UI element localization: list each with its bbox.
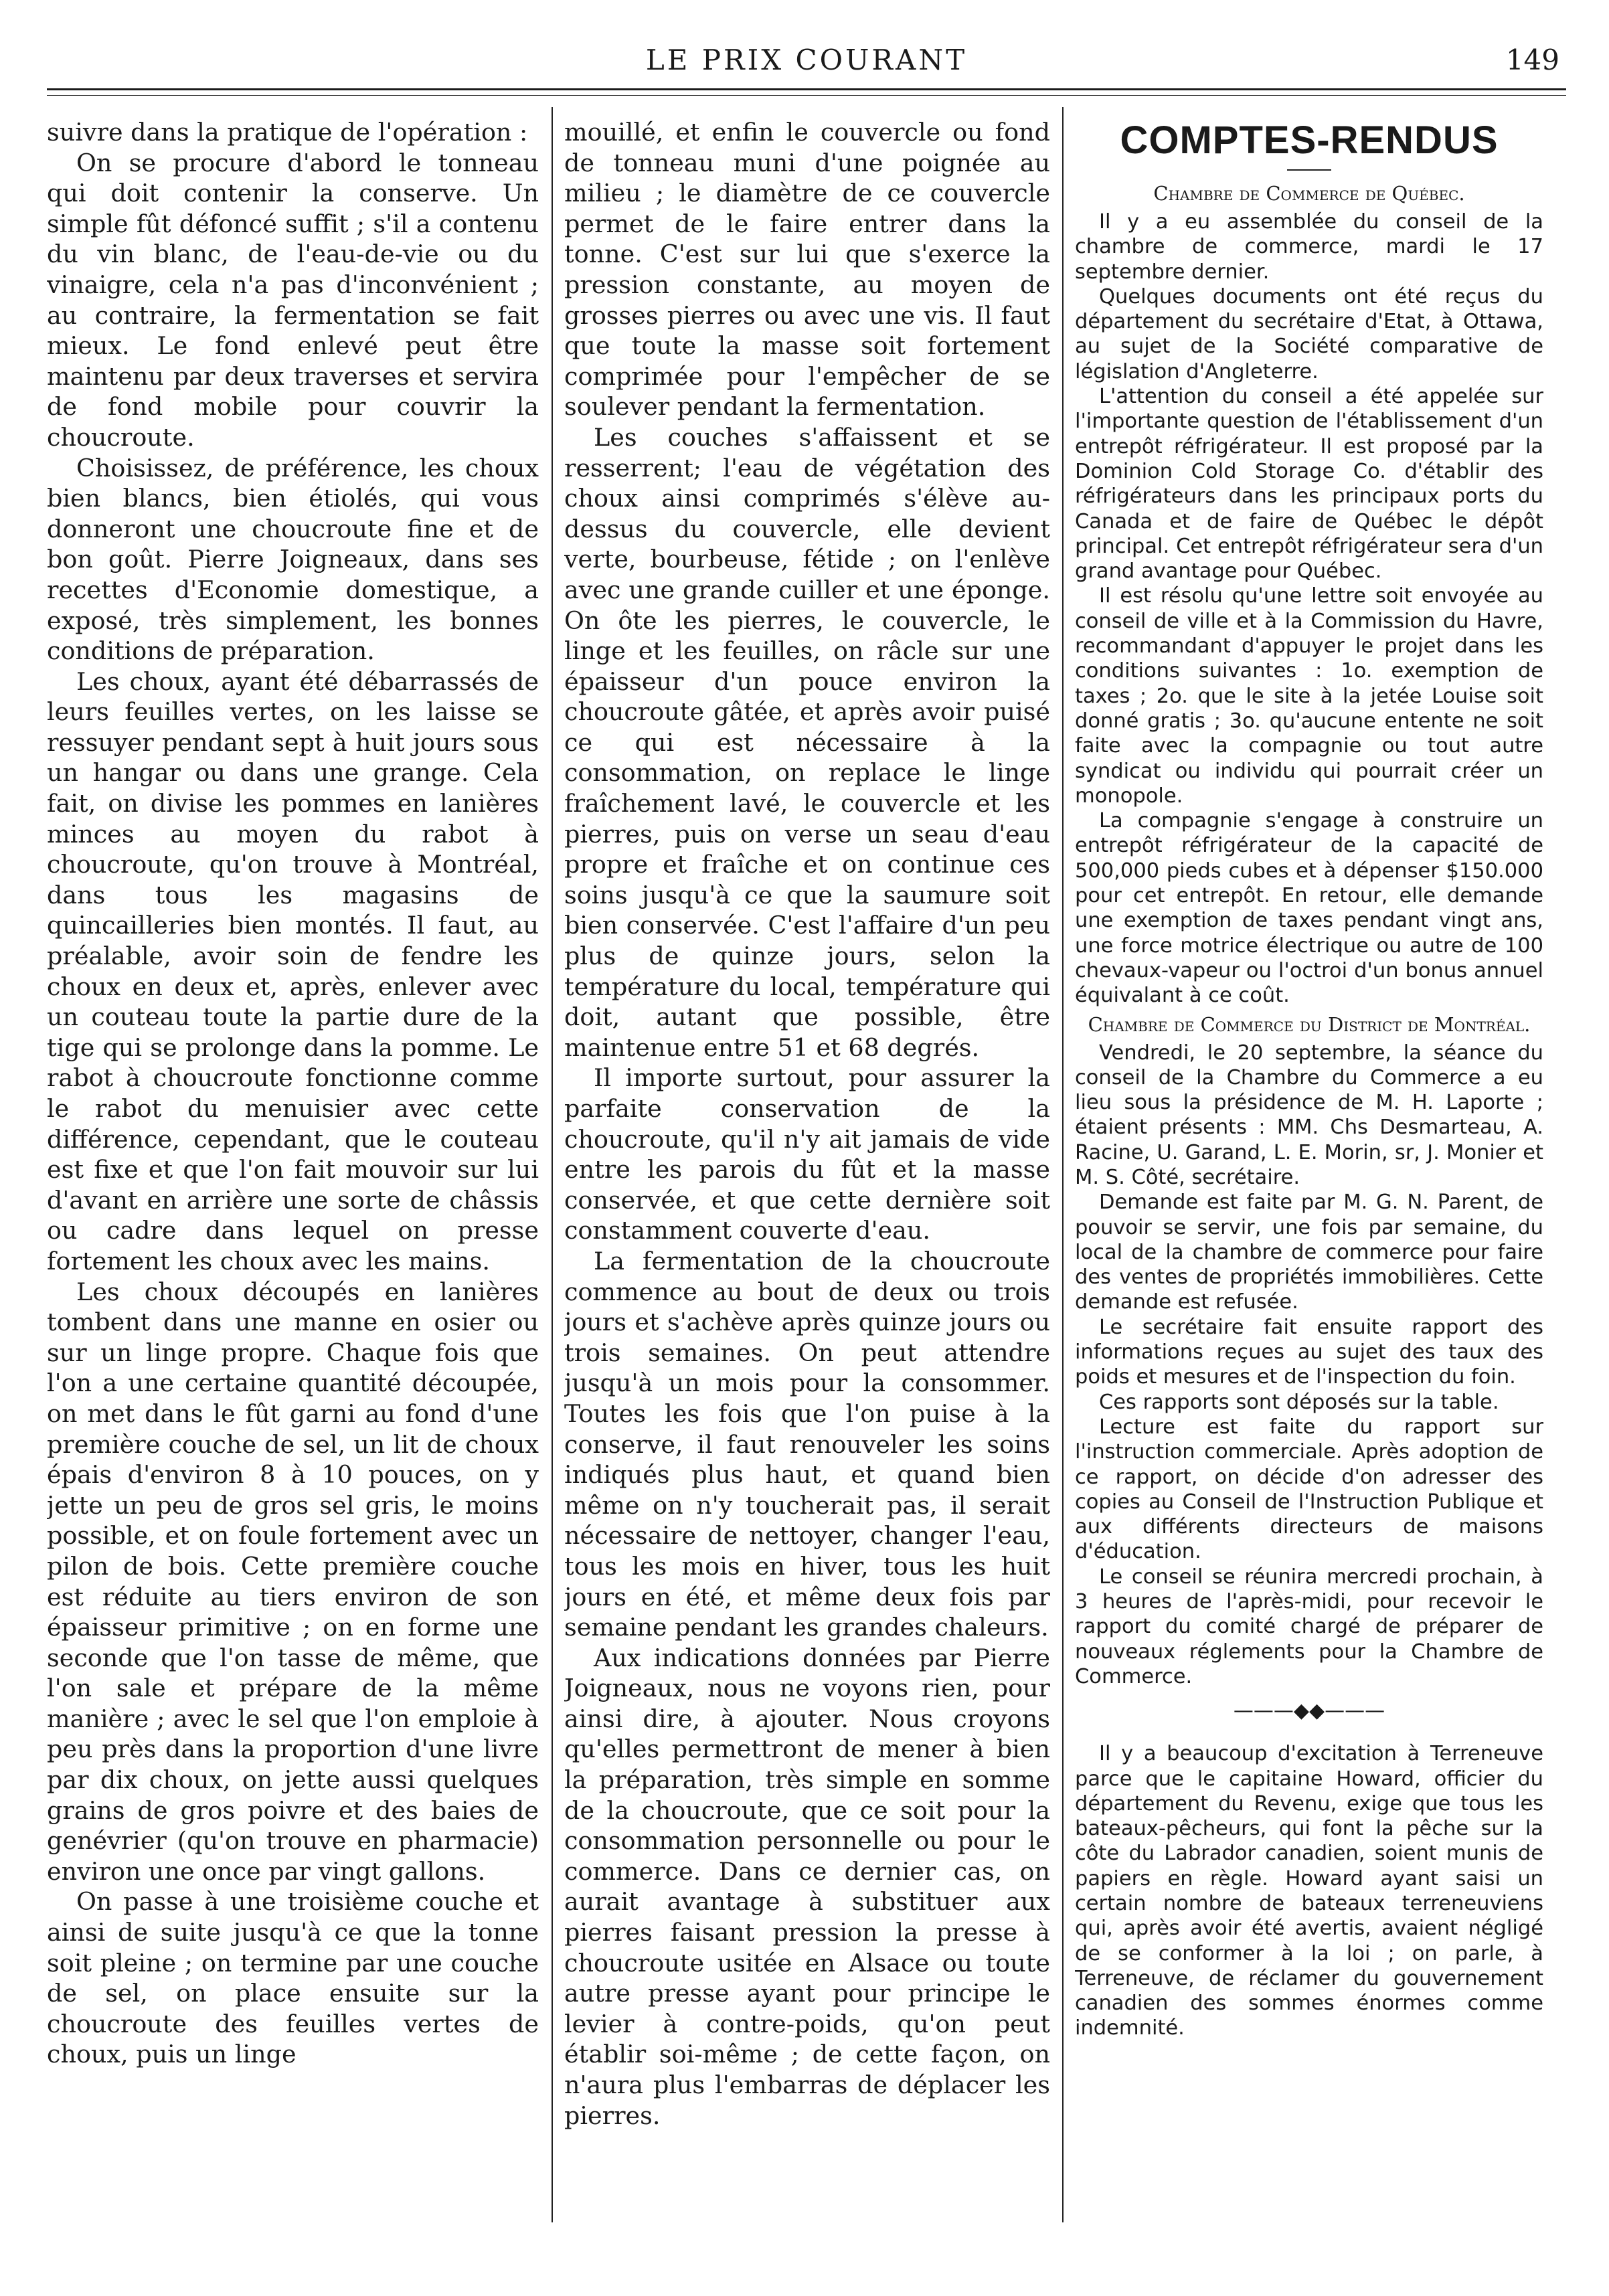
report-paragraph: Demande est faite par M. G. N. Parent, de pouvoir se servir, une fois par semaine, du local de la chambre de commerce pour faire des ventes de propriétés immobilières. Cette demande est refusée. [1075, 1190, 1543, 1314]
column-1 [47, 117, 539, 2232]
running-head [47, 37, 1566, 77]
report-paragraph: Vendredi, le 20 septembre, la séance du conseil de la Chambre du Commerce a eu lieu sous la présidence de M. H. Laporte ; étaient présents : MM. Chs Desmarteau, A. Racine, U. Garand, L. E. Morin, sr, J. Monier et M. S. Côté, secrétaire. [1075, 1041, 1543, 1189]
sub-heading-montreal: Chambre de Commerce du District de Montréal. [1088, 1012, 1531, 1036]
report-paragraph: Lecture est faite du rapport sur l'instruction commerciale. Après adoption de ce rapport, on décide d'on adresser des copies au Conseil de l'Instruction Publique et aux différents directeurs de maisons d'éducation. [1075, 1415, 1543, 1564]
column-divider [1062, 107, 1064, 2222]
report-paragraph: Il y a eu assemblée du conseil de la chambre de commerce, mardi le 17 septembre dernier. [1075, 210, 1543, 284]
article-paragraph: On se procure d'abord le tonneau qui doit contenir la conserve. Un simple fût défoncé suffit ; s'il a contenu du vin blanc, de l'eau-de-vie ou du vinaigre, cela n'a pas d'inconvénient ; au contraire, la fermentation se fait mieux. Le fond enlevé peut être maintenu par deux traverses et servira de fond mobile pour couvrir la choucroute. [47, 148, 539, 452]
report-paragraph: Ces rapports sont déposés sur la table. [1099, 1390, 1499, 1414]
sub-heading-quebec: Chambre de Commerce de Québec. [1153, 182, 1465, 205]
article-paragraph: La fermentation de la choucroute commence au bout de deux ou trois jours et s'achève après quinze jours ou trois semaines. On peut attendre jusqu'à un mois pour la consommer. Toutes les fois que l'on puise à la conserve, il faut renouveler les soins indiqués plus haut, et quand bien même on n'y toucherait pas, il serait nécessaire de nettoyer, changer l'eau, tous les mois en hiver, tous les huit jours en été, et même deux fois par semaine pendant les grandes chaleurs. [564, 1246, 1050, 1642]
column-divider [552, 107, 553, 2222]
article-paragraph: Choisissez, de préférence, les choux bien blancs, bien étiolés, qui vous donneront une choucroute fine et de bon goût. Pierre Joigneaux, dans ses recettes d'Economie domestique, a exposé, très simplement, les bonnes conditions de préparation. [47, 453, 539, 666]
article-paragraph: Les choux, ayant été débarrassés de leurs feuilles vertes, on les laisse se ressuyer pendant sept à huit jours sous un hangar ou dans une grange. Cela fait, on divise les pommes en lanières minces au moyen du rabot à choucroute, qu'on trouve à Montréal, dans tous les magasins de quincailleries bien montés. Il faut, au préalable, avoir soin de fendre les choux en deux et, après, enlever avec un couteau toute la partie dure de la tige qui se prolonge dans la pomme. Le rabot à choucroute fonctionne comme le rabot du menuisier avec cette différence, cependant, que le couteau est fixe et que l'on fait mouvoir sur lui d'avant en arrière une sorte de châssis ou cadre dans lequel on presse fortement les choux avec les mains. [47, 667, 539, 1275]
article-paragraph: mouillé, et enfin le couvercle ou fond de tonneau muni d'une poignée au milieu ; le diamètre de ce couvercle permet de le faire entrer dans la tonne. C'est sur lui que s'exerce la pression constante, au moyen de grosses pierres ou avec une vis. Il faut que toute la masse soit fortement comprimée pour l'empêcher de se soulever pendant la fermentation. [564, 118, 1050, 422]
article-paragraph: suivre dans la pratique de l'opération : [47, 118, 528, 147]
section-heading: COMPTES-RENDUS [1120, 118, 1499, 162]
report-paragraph: L'attention du conseil a été appelée sur l'importante question de l'établissement d'un entrepôt réfrigérateur. Il est proposé par la Dominion Cold Storage Co. d'établir des réfrigérateurs dans les principaux ports du Canada et de faire de Québec le dépôt principal. Cet entrepôt réfrigérateur sera d'un grand avantage pour Québec. [1075, 385, 1543, 584]
article-paragraph: Les choux découpés en lanières tombent dans une manne en osier ou sur un linge propre. Chaque fois que l'on a une certaine quantité découpée, on met dans le fût garni au fond d'une première couche de sel, un lit de choux épais d'environ 8 à 10 pouces, on y jette un peu de gros sel gris, le moins possible, et on foule fortement avec un pilon de bois. Cette première couche est réduite au tiers environ de son épaisseur primitive ; on en forme une seconde que l'on tasse de même, que l'on sale et prépare de la même manière ; avec le sel que l'on emploie à peu près dans la proportion d'une livre par dix choux, on jette aussi quelques grains de gros poivre et des baies de genévrier (qu'on trouve en pharmacie) environ une once par vingt gallons. [47, 1277, 539, 1886]
ornament-divider: ———◆◆——— [1233, 1699, 1385, 1723]
column-2 [564, 117, 1050, 2232]
report-paragraph: Quelques documents ont été reçus du département du secrétaire d'Etat, à Ottawa, au sujet de la Société comparative de législation d'Angleterre. [1075, 284, 1543, 383]
running-title: LE PRIX COURANT [645, 43, 968, 76]
article-paragraph: Les couches s'affaissent et se resserrent; l'eau de végétation des choux ainsi comprimés s'élève au-dessus du couvercle, elle devient verte, bourbeuse, fétide ; on l'enlève avec une grande cuiller et une éponge. On ôte les pierres, le couvercle, le linge et les feuilles, on râcle sur une épaisseur d'un pouce environ la choucroute gâtée, et après avoir puisé ce qui est nécessaire à la consommation, on replace le linge fraîchement lavé, le couvercle et les pierres, puis on verse un seau d'eau propre et fraîche et on continue ces soins jusqu'à ce que la saumure soit bien conservée. C'est l'affaire d'un peu plus de quinze jours, selon la température du local, température qui doit, autant que possible, être maintenue entre 51 et 68 degrés. [564, 422, 1050, 1062]
column-3 [1075, 117, 1543, 2232]
news-paragraph: Il y a beaucoup d'excitation à Terreneuve parce que le capitaine Howard, officier du département du Revenu, exige que tous les bateaux-pêcheurs, qui font la pêche sur la côte du Labrador canadien, soient munis de papiers en règle. Howard ayant saisi un certain nombre de bateaux terreneuviens qui, après avoir été avertis, avaient négligé de se conformer à la loi ; on parle, à Terreneuve, de réclamer du gouvernement canadien des sommes énormes comme indemnité. [1075, 1742, 1543, 2040]
header-rule [47, 88, 1566, 90]
report-paragraph: Le secrétaire fait ensuite rapport des informations reçues au sujet des taux des poids et mesures et de l'inspection du foin. [1075, 1315, 1543, 1389]
report-paragraph: La compagnie s'engage à construire un entrepôt réfrigérateur de la capacité de 500,000 pieds cubes et à dépenser $150.000 pour cet entrepôt. En retour, elle demande une exemption de taxes pendant vingt ans, une force motrice électrique ou autre de 100 chevaux-vapeur ou l'octroi d'un bonus annuel équivalant à ce coût. [1075, 809, 1543, 1008]
page-number: 149 [1505, 43, 1559, 76]
article-paragraph: Il importe surtout, pour assurer la parfaite conservation de la choucroute, qu'il n'y ait jamais de vide entre les parois du fût et la masse conservée, et que cette dernière soit constamment couverte d'eau. [564, 1063, 1050, 1245]
header-rule-thin [47, 95, 1566, 96]
report-paragraph: Il est résolu qu'une lettre soit envoyée au conseil de ville et à la Commission du Havre, recommandant d'appuyer le projet dans les conditions suivantes : 1o. exemption de taxes ; 2o. que le site à la jetée Louise soit donné gratis ; 3o. qu'aucune entente ne soit faite avec la compagnie ou tout autre syndicat ou individu qui pourrait créer un monopole. [1075, 584, 1543, 808]
article-paragraph: Aux indications données par Pierre Joigneaux, nous ne voyons rien, pour ainsi dire, à ajouter. Nous croyons qu'elles permettront de mener à bien la préparation, très simple en somme de la choucroute, que ce soit pour la consommation personnelle ou pour le commerce. Dans ce dernier cas, on aurait avantage à substituer aux pierres faisant pression la presse à choucroute usitée en Alsace ou toute autre presse ayant pour principe le levier à contre-poids, qu'on peut établir soi-même ; de cette façon, on n'aura plus l'embarras de déplacer les pierres. [564, 1643, 1050, 2130]
article-paragraph: On passe à une troisième couche et ainsi de suite jusqu'à ce que la tonne soit pleine ; on termine par une couche de sel, on place ensuite sur la choucroute des feuilles vertes de choux, puis un linge [47, 1887, 539, 2069]
report-paragraph: Le conseil se réunira mercredi prochain, à 3 heures de l'après-midi, pour recevoir le rapport du comité chargé de préparer de nouveaux réglements pour la Chambre de Commerce. [1075, 1565, 1543, 1688]
heading-rule [1287, 169, 1331, 171]
